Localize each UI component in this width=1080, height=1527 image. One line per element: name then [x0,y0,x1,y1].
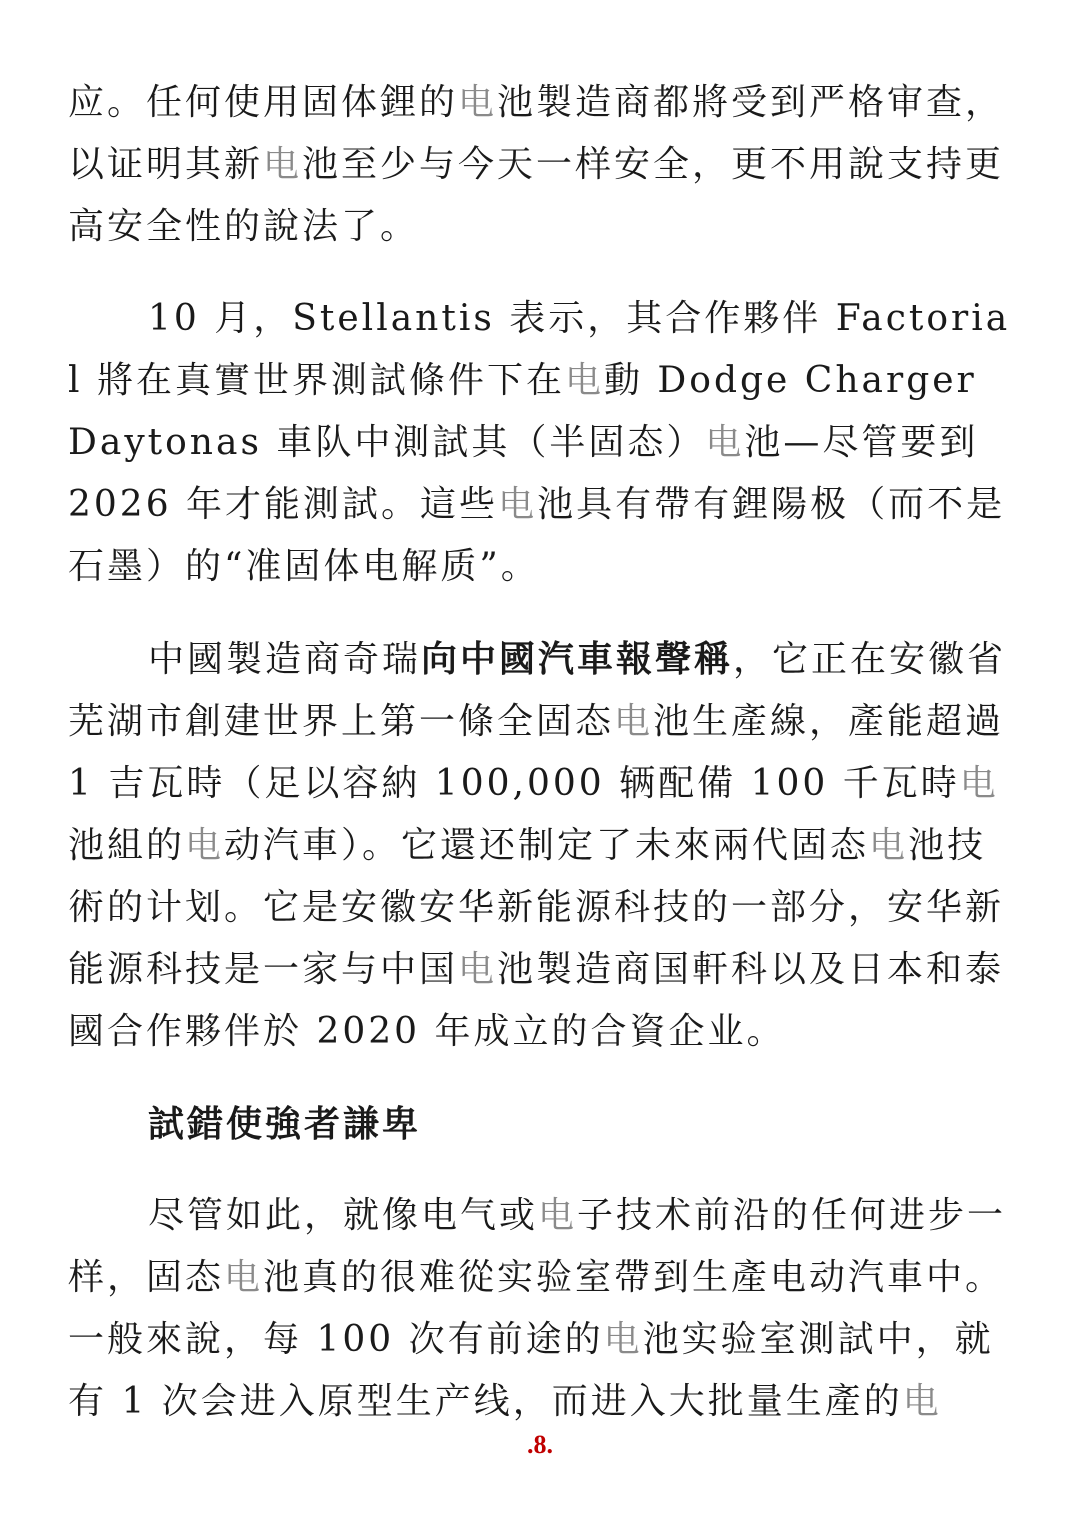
text-run: ，它正在安徽省芜湖市創建世界上第一條全固态 [68,639,1007,742]
highlighted-char: 电 [458,949,498,990]
paragraph-gap [68,598,1012,628]
highlighted-char: 电 [263,144,303,185]
text-run: 池真的很难從实验室帶到生產电动汽車中。一般來說，每 100 次有前途的 [68,1257,1005,1360]
text-run: 池生產線，產能超過 1 吉瓦時（足以容納 100,000 辆配備 100 千瓦時 [68,701,1005,804]
page-number: .8. [527,1430,553,1459]
text-run: 子技术前沿的任何进步一样，固态 [68,1195,1007,1298]
highlighted-char: 电 [902,1381,942,1422]
text-run: 尽管如此，就像电气或 [148,1195,539,1236]
highlighted-char: 电 [705,422,745,463]
highlighted-char: 电 [185,825,225,866]
highlighted-char: 电 [869,825,909,866]
highlighted-char: 电 [564,360,604,401]
text-run: 池实验室測試中，就有 1 次会进入原型生产线，而进入大批量生產的 [68,1319,994,1422]
text-run: 池組的 [68,825,186,866]
highlighted-char: 电 [224,1257,264,1298]
bold-text: 向中國汽車報聲稱 [421,638,734,680]
text-run: 池具有帶有鋰陽极（而不是石墨）的“准固体电解质”。 [68,484,1006,587]
highlighted-char: 电 [959,763,999,804]
highlighted-char: 电 [603,1319,643,1360]
paragraph-gap [68,1063,1012,1093]
text-run: 動 Dodge Charger Daytonas 車队中測試其（半固态） [68,360,977,463]
text-run: 池技術的计划。它是安徽安华新能源科技的一部分，安华新能源科技是一家与中国 [68,825,1005,990]
text-run: 池至少与今天一样安全，更不用說支持更高安全性的說法了。 [68,144,1005,247]
highlighted-char: 电 [614,701,654,742]
paragraph-gap [68,258,1012,288]
text-run: 应。任何使用固体鋰的 [68,82,459,123]
paragraph [68,72,1012,258]
text-run: 池—尽管要到 2026 年才能測試。這些 [68,422,979,525]
paragraph-gap [68,1155,1012,1185]
paragraph [68,288,1012,598]
highlighted-char: 电 [538,1195,578,1236]
section-heading: 試錯使強者謙卑 [148,1103,422,1145]
text-run: 池製造商都將受到严格审查，以证明其新 [68,82,1005,185]
text-run: 动汽車）。它還还制定了未來兩代固态 [224,825,870,866]
paragraph [68,1185,1012,1433]
text-run: 中國製造商奇瑞 [148,639,422,680]
text-run: 池製造商国軒科以及日本和泰國合作夥伴於 2020 年成立的合資企业。 [68,949,1005,1052]
paragraph [68,628,1012,1063]
highlighted-char: 电 [458,82,498,123]
article-body [68,72,1012,1433]
highlighted-char: 电 [498,484,538,525]
text-run: 10 月，Stellantis 表示，其合作夥伴 Factorial 將在真實世界測試條件下在 [68,298,1011,401]
